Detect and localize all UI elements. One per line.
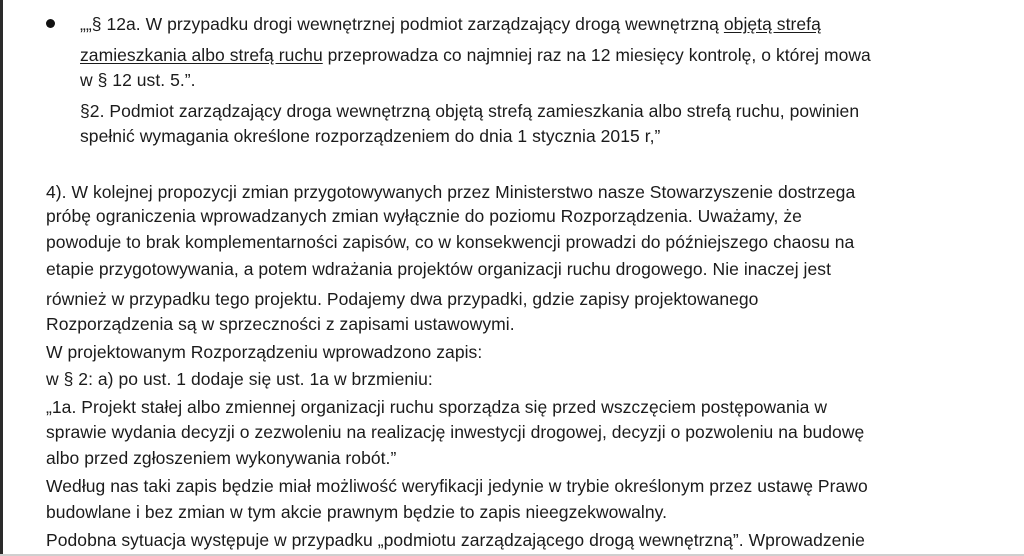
- bullet-point: [46, 19, 55, 28]
- quote-line-1: [80, 13, 821, 35]
- paragraph-line: Według nas taki zapis będzie miał możliwość weryfikacji jedynie w trybie określonym przez ustawę Prawo: [46, 476, 868, 496]
- paragraph-line: 4). W kolejnej propozycji zmian przygotowywanych przez Ministerstwo nasze Stowarzyszenie dostrzega: [46, 182, 856, 202]
- paragraph-line: powoduje to brak komplementarności zapisów, co w konsekwencji prowadzi do późniejszego chaosu na: [46, 232, 855, 252]
- paragraph-line: w § 2: a) po ust. 1 dodaje się ust. 1a w brzmieniu:: [46, 369, 433, 389]
- quote-line-5: spełnić wymagania określone rozporządzeniem do dnia 1 stycznia 2015 r,”: [80, 126, 661, 146]
- quote-line-1-text: „„§ 12a. W przypadku drogi wewnętrznej podmiot zarządzający drogą wewnętrzną: [80, 14, 724, 34]
- paragraph-line: „1a. Projekt stałej albo zmiennej organizacji ruchu sporządza się przed wszczęciem postępowania w: [46, 397, 828, 417]
- quote-line-1-underlined: objętą strefą: [723, 14, 821, 34]
- paragraph-line: Rozporządzenia są w sprzeczności z zapisami ustawowymi.: [46, 314, 515, 334]
- page-left-border: [0, 0, 3, 556]
- paragraph-line: W projektowanym Rozporządzeniu wprowadzono zapis:: [46, 342, 483, 362]
- quote-line-2: [80, 44, 871, 66]
- paragraph-line: Podobna sytuacja występuje w przypadku „podmiotu zarządzającego drogą wewnętrzną”. Wprowadzenie: [46, 530, 865, 550]
- quote-line-3: w § 12 ust. 5.”.: [80, 70, 196, 90]
- paragraph-line: sprawie wydania decyzji o zezwoleniu na realizację inwestycji drogowej, decyzji o pozwoleniu na budowę: [46, 422, 865, 442]
- paragraph-line: próbę ograniczenia wprowadzanych zmian wyłącznie do poziomu Rozporządzenia. Uważamy, że: [46, 206, 802, 226]
- paragraph-line: budowlane i bez zmian w tym akcie prawnym będzie to zapis nieegzekwowalny.: [46, 502, 668, 522]
- quote-line-2-text: przeprowadza co najmniej raz na 12 miesięcy kontrolę, o której mowa: [322, 45, 871, 65]
- paragraph-line: również w przypadku tego projektu. Podajemy dwa przypadki, gdzie zapisy projektowanego: [46, 289, 759, 309]
- quote-line-2-underlined: zamieszkania albo strefą ruchu: [80, 45, 323, 65]
- paragraph-line: albo przed zgłoszeniem wykonywania robót.”: [46, 448, 397, 468]
- paragraph-line: etapie przygotowywania, a potem wdrażania projektów organizacji ruchu drogowego. Nie inaczej jest: [46, 259, 831, 279]
- quote-line-4: §2. Podmiot zarządzający droga wewnętrzną objętą strefą zamieszkania albo strefą ruchu, powinien: [80, 101, 860, 121]
